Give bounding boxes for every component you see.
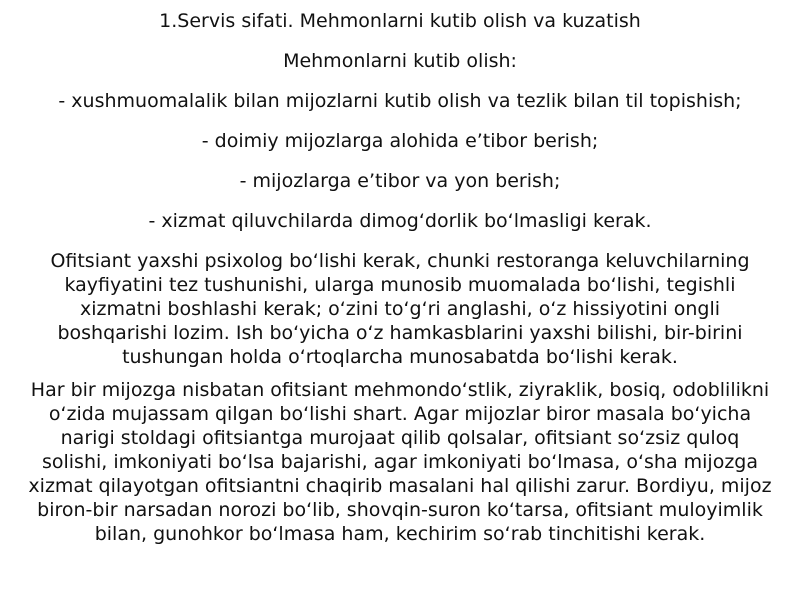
paragraph-line: o‘zida mujassam qilgan bo‘lishi shart. Agar mijozlar biror masala bo‘yicha	[48, 403, 752, 425]
bullet-item: - xizmat qiluvchilarda dimog‘dorlik bo‘lmasligi kerak.	[148, 210, 652, 232]
paragraph-line: narigi stoldagi ofitsiantga murojaat qilib qolsalar, ofitsiant so‘zsiz quloq	[60, 427, 740, 449]
paragraph-line: Ofitsiant yaxshi psixolog bo‘lishi kerak, chunki restoranga keluvchilarning	[50, 250, 750, 272]
paragraph-line: xizmat qilayotgan ofitsiantni chaqirib masalani hal qilishi zarur. Bordiyu, mijoz	[28, 475, 772, 497]
paragraph-line: biron-bir narsadan norozi bo‘lib, shovqin-suron ko‘tarsa, ofitsiant muloyimlik	[37, 499, 763, 521]
paragraph-line: Har bir mijozga nisbatan ofitsiant mehmondo‘stlik, ziyraklik, bosiq, odoblilikni	[30, 379, 770, 401]
paragraph-line: tushungan holda o‘rtoqlarcha munosabatda bo‘lishi kerak.	[122, 346, 678, 368]
paragraph-line: kayfiyatini tez tushunishi, ularga munosib muomalada bo‘lishi, tegishli	[64, 274, 736, 296]
paragraph-mehmondostlik	[5, 378, 795, 546]
paragraph-line: xizmatni boshlashi kerak; o‘zini to‘g‘ri anglashi, o‘z hissiyotini ongli	[79, 298, 721, 320]
bullet-item: - doimiy mijozlarga alohida e’tibor berish;	[201, 130, 599, 152]
section-subtitle: Mehmonlarni kutib olish:	[283, 50, 517, 72]
paragraph-line: bilan, gunohkor bo‘lmasa ham, kechirim so‘rab tinchitishi kerak.	[94, 523, 706, 545]
paragraph-ofitsiant-psixolog	[5, 249, 795, 369]
paragraph-line: boshqarishi lozim. Ish bo‘yicha o‘z hamkasblarini yaxshi bilishi, bir-birini	[57, 322, 743, 344]
paragraph-line: solishi, imkoniyati bo‘lsa bajarishi, agar imkoniyati bo‘lmasa, o‘sha mijozga	[41, 451, 759, 473]
bullet-item: - xushmuomalalik bilan mijozlarni kutib olish va tezlik bilan til topishish;	[58, 90, 742, 112]
document-title: 1.Servis sifati. Mehmonlarni kutib olish va kuzatish	[159, 10, 641, 32]
bullet-item: - mijozlarga e’tibor va yon berish;	[239, 170, 561, 192]
